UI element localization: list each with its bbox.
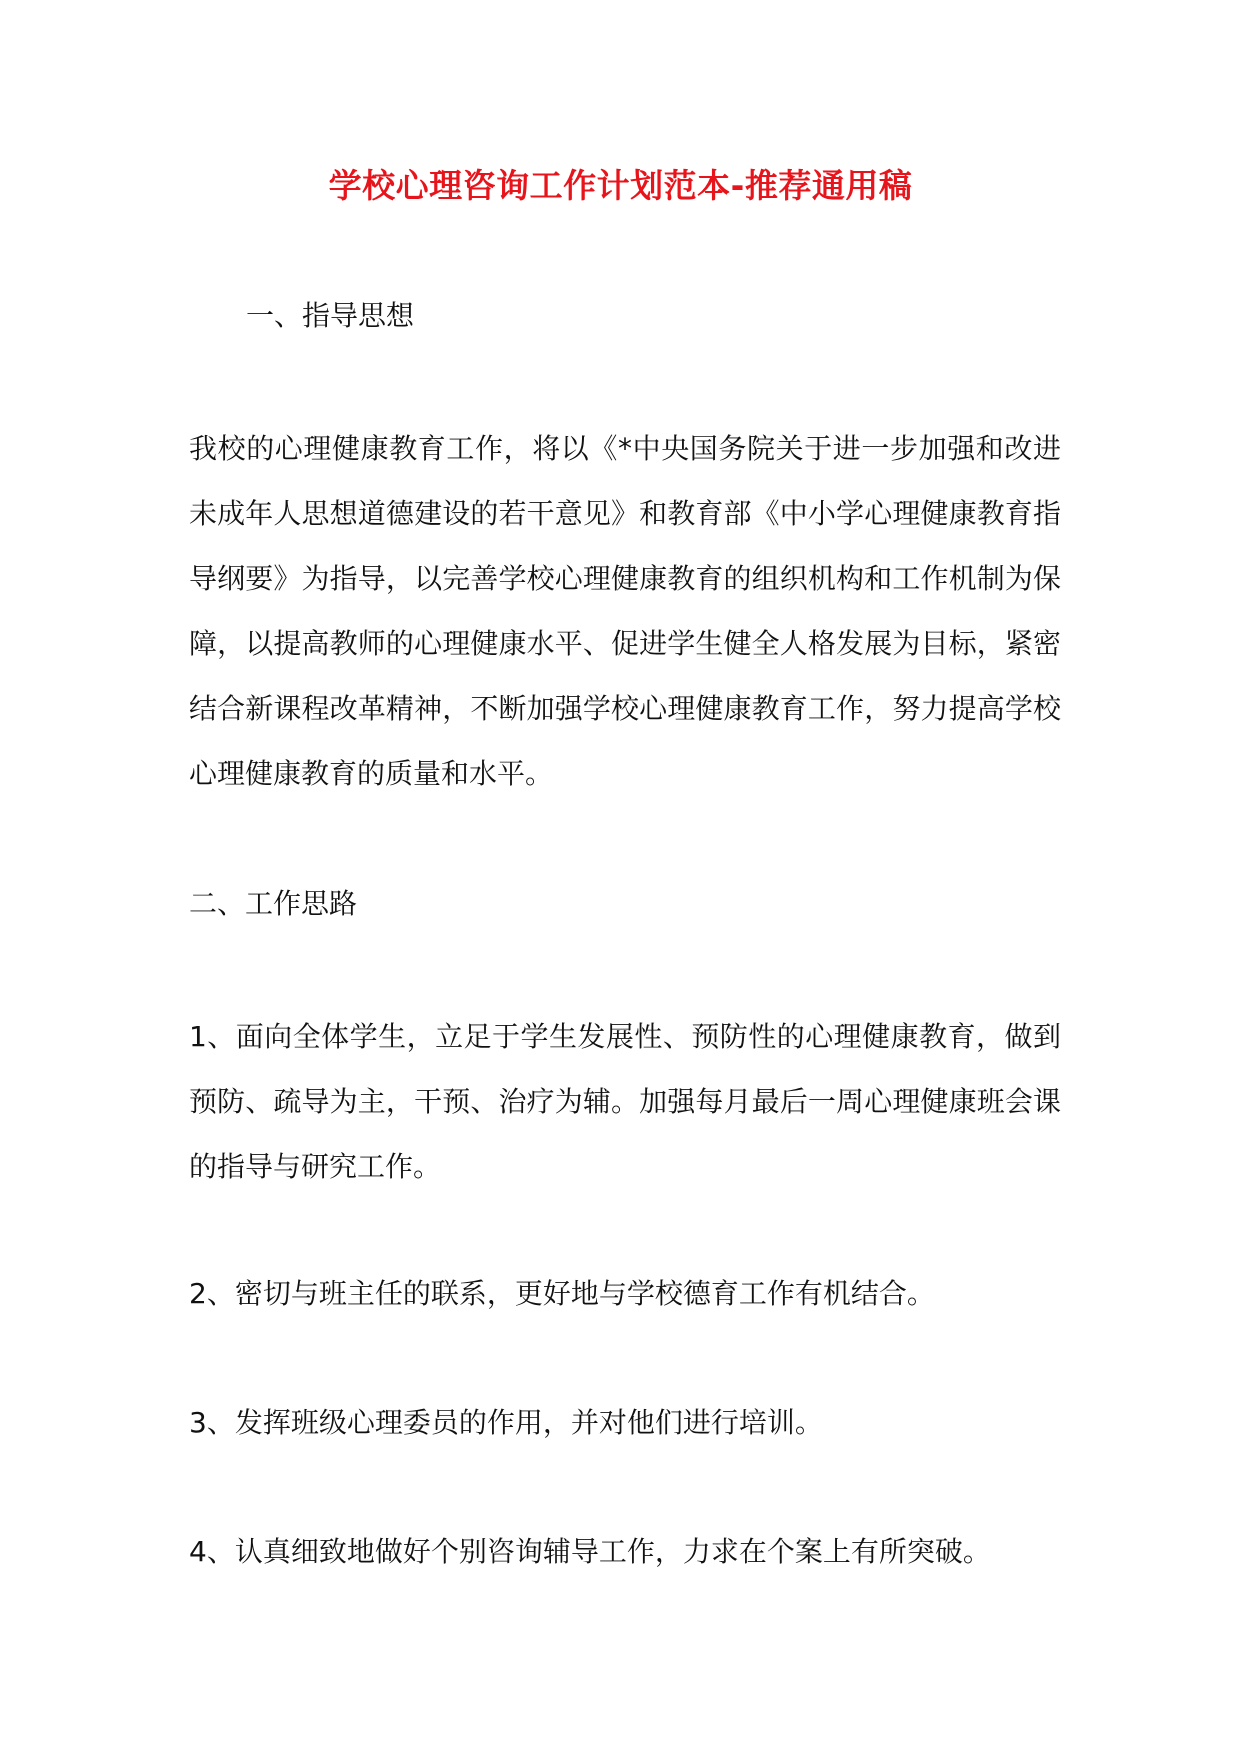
section-heading-guiding-thought: 一、指导思想	[246, 299, 415, 332]
work-approach-item-3: 3、发挥班级心理委员的作用，并对他们进行培训。	[189, 1406, 823, 1439]
work-approach-item-4: 4、认真细致地做好个别咨询辅导工作，力求在个案上有所突破。	[189, 1535, 991, 1568]
work-approach-item-1: 1、面向全体学生，立足于学生发展性、预防性的心理健康教育，做到预防、疏导为主，干预、治疗为辅。加强每月最后一周心理健康班会课的指导与研究工作。	[189, 1020, 1061, 1183]
document-title: 学校心理咨询工作计划范本-推荐通用稿	[328, 166, 913, 205]
guiding-thought-paragraph: 我校的心理健康教育工作，将以《*中央国务院关于进一步加强和改进未成年人思想道德建设的若干意见》和教育部《中小学心理健康教育指导纲要》为指导，以完善学校心理健康教育的组织机构和工作机制为保障，以提高教师的心理健康水平、促进学生健全人格发展为目标，紧密结合新课程改革精神，不断加强学校心理健康教育工作，努力提高学校心理健康教育的质量和水平。	[189, 432, 1061, 790]
section-heading-work-approach: 二、工作思路	[189, 887, 358, 920]
work-approach-item-2: 2、密切与班主任的联系，更好地与学校德育工作有机结合。	[189, 1277, 935, 1310]
